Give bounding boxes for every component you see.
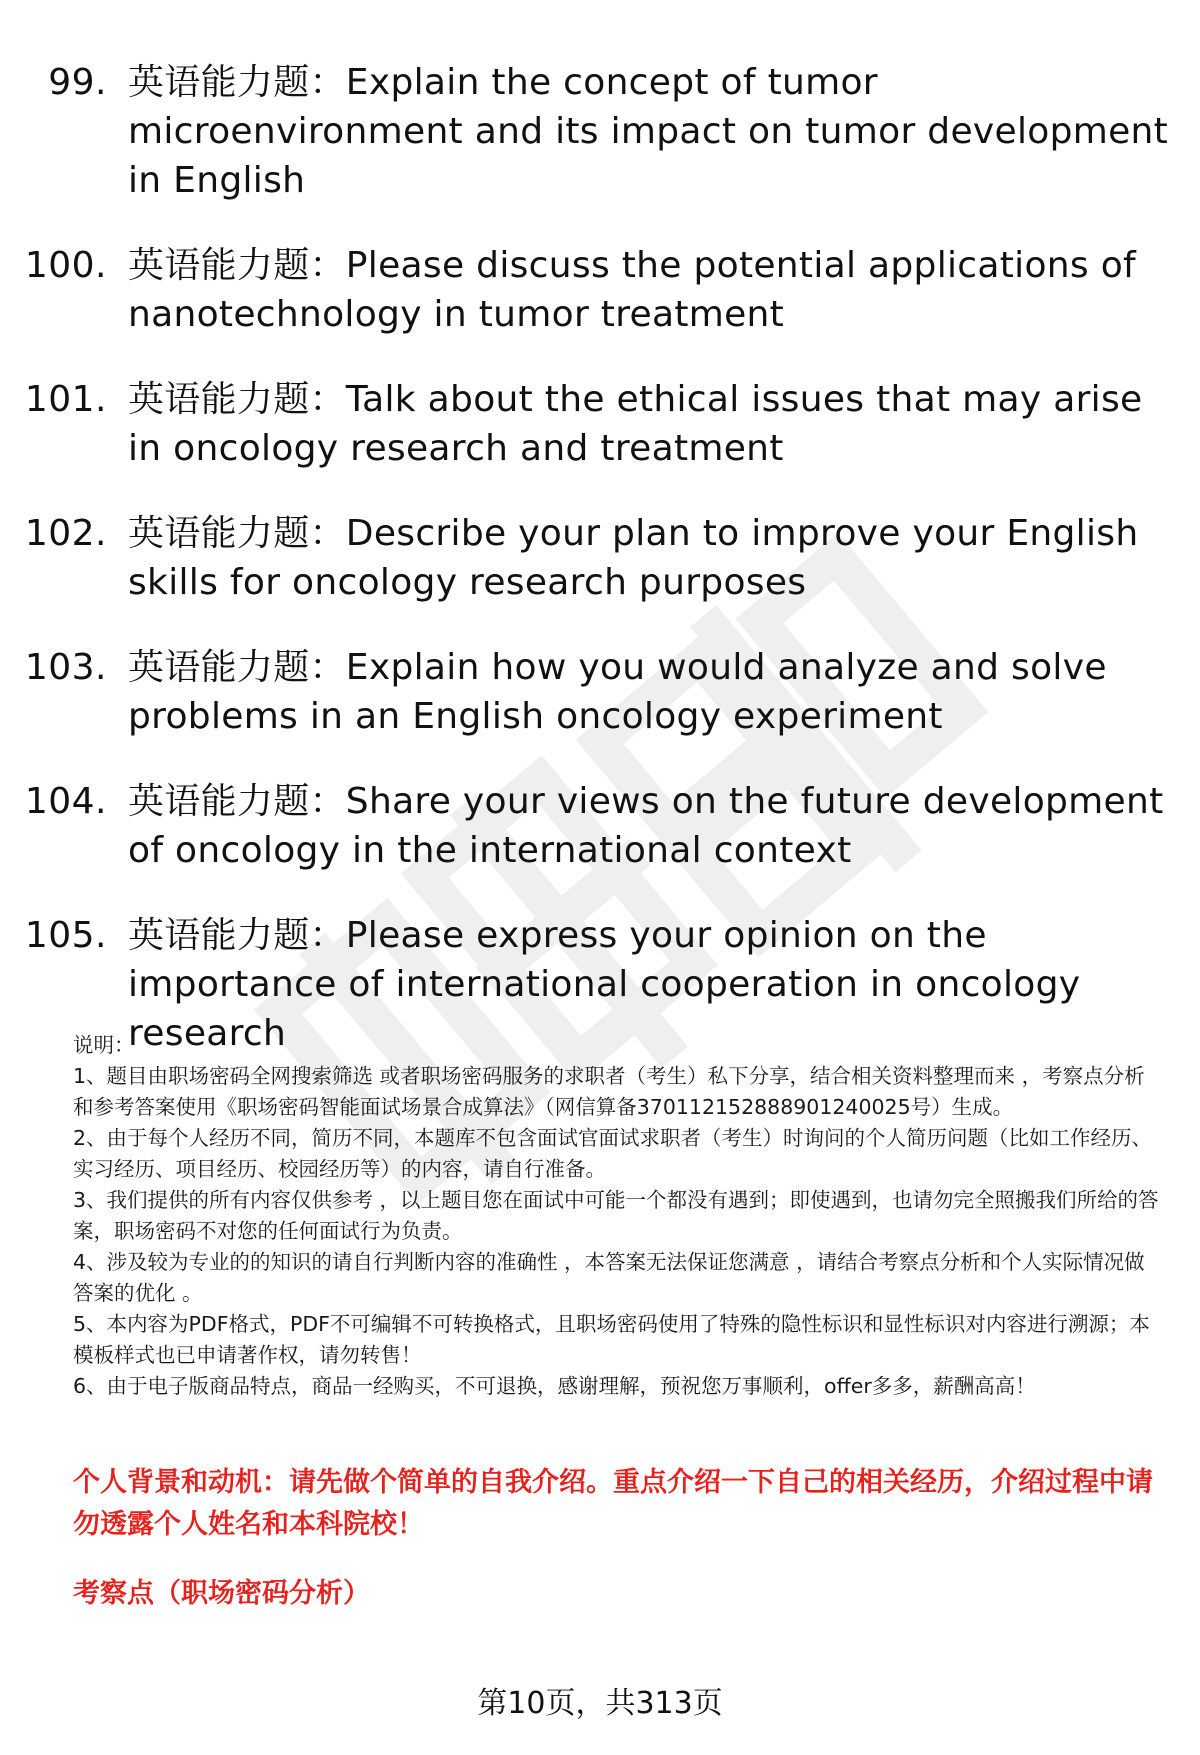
page-number-footer: 第10页，共313页 [477, 1686, 723, 1721]
note-item-1: 1、题目由职场密码全网搜索筛选 或者职场密码服务的求职者（考生）私下分享，结合相关资料整理而来 ，考察点分析和参考答案使用《职场密码智能面试场景合成算法》（网信算备370112152888901240025号）生成。 [73, 1064, 1145, 1119]
question-number: 105. [24, 915, 107, 956]
question-number: 102. [24, 513, 107, 554]
note-item-3: 3、我们提供的所有内容仅供参考 ，以上题目您在面试中可能一个都没有遇到；即使遇到，也请勿完全照搬我们所给的答案，职场密码不对您的任何面试行为负责。 [73, 1188, 1159, 1243]
question-number: 100. [24, 245, 107, 286]
question-list [0, 58, 1200, 1094]
question-text: 英语能力题：Please discuss the potential applications of nanotechnology in tumor treatment [128, 245, 1137, 335]
notes-section [73, 1030, 1163, 1402]
question-number: 103. [24, 647, 107, 688]
question-text: 英语能力题：Share your views on the future development of oncology in the international context [128, 781, 1164, 871]
question-item-101 [0, 375, 1200, 473]
note-item-5: 5、本内容为PDF格式，PDF不可编辑不可转换格式，且职场密码使用了特殊的隐性标识和显性标识对内容进行溯源；本模板样式也已申请著作权，请勿转售！ [73, 1312, 1150, 1367]
question-item-103 [0, 643, 1200, 741]
question-item-104 [0, 777, 1200, 875]
note-item-4: 4、涉及较为专业的的知识的请自行判断内容的准确性 ，本答案无法保证您满意 ，请结合考察点分析和个人实际情况做答案的优化 。 [73, 1250, 1145, 1305]
note-item-6: 6、由于电子版商品特点，商品一经购买，不可退换，感谢理解，预祝您万事顺利，offer多多，薪酬高高！ [73, 1374, 1036, 1398]
question-text: 英语能力题：Describe your plan to improve your English skills for oncology research purposes [128, 513, 1139, 603]
question-text: 英语能力题：Talk about the ethical issues that may arise in oncology research and treatment [128, 379, 1143, 469]
note-item-2: 2、由于每个人经历不同，简历不同，本题库不包含面试官面试求职者（考生）时询问的个人简历问题（比如工作经历、实习经历、项目经历、校园经历等）的内容，请自行准备。 [73, 1126, 1153, 1181]
question-item-102 [0, 509, 1200, 607]
question-item-99 [0, 58, 1200, 205]
question-number: 101. [24, 379, 107, 420]
question-text: 英语能力题：Please express your opinion on the importance of international cooperation in oncology research [128, 915, 1081, 1054]
question-text: 英语能力题：Explain how you would analyze and solve problems in an English oncology experiment [128, 647, 1107, 737]
notes-heading: 说明： [73, 1033, 135, 1057]
question-text: 英语能力题：Explain the concept of tumor microenvironment and its impact on tumor development in English [128, 62, 1169, 201]
question-item-100 [0, 241, 1200, 339]
question-number: 99. [48, 62, 107, 103]
background-prompt: 个人背景和动机：请先做个简单的自我介绍。重点介绍一下自己的相关经历，介绍过程中请勿透露个人姓名和本科院校！ [73, 1467, 1153, 1540]
question-number: 104. [24, 781, 107, 822]
analysis-heading: 考察点（职场密码分析） [73, 1578, 370, 1609]
